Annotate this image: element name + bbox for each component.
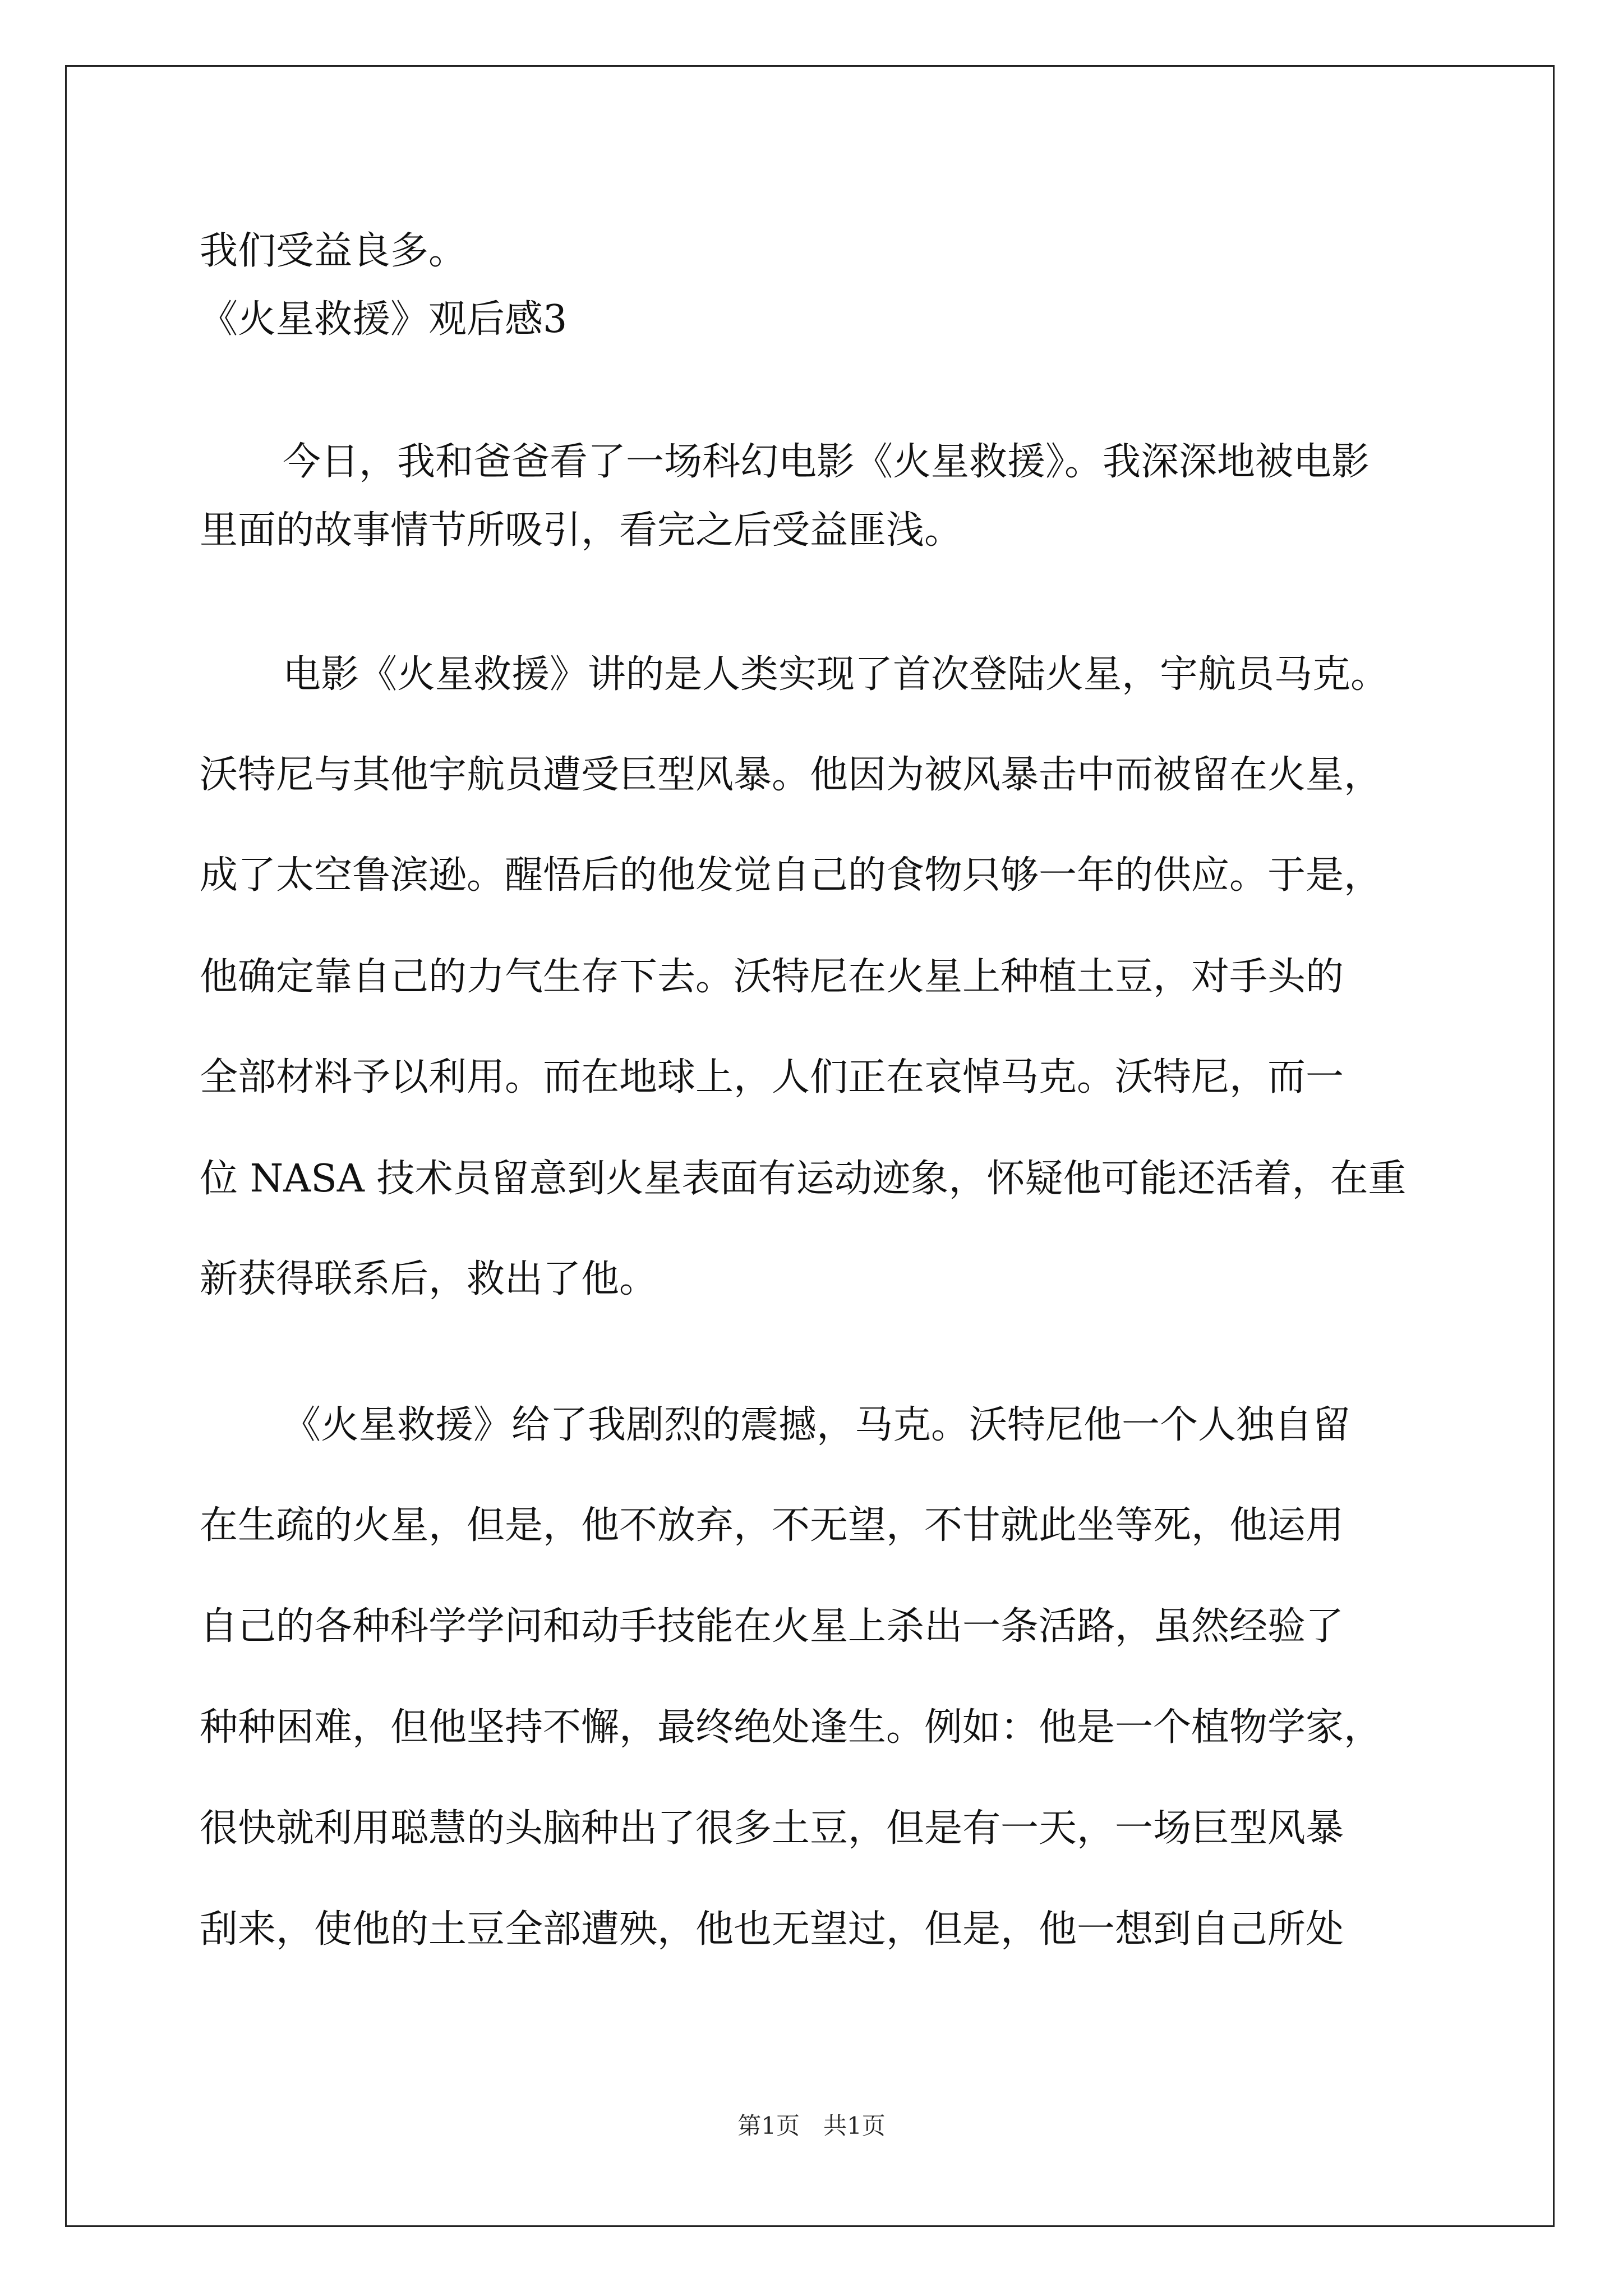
text-line: 种种困难，但他坚持不懈，最终绝处逢生。例如：他是一个植物学家， <box>200 1705 1382 1750</box>
text-line: 全部材料予以利用。而在地球上，人们正在哀悼马克。沃特尼，而一 <box>200 1055 1344 1099</box>
text-line: 沃特尼与其他宇航员遭受巨型风暴。他因为被风暴击中而被留在火星， <box>200 753 1382 797</box>
text-line: 新获得联系后，救出了他。 <box>200 1257 658 1301</box>
text-line: 刮来，使他的土豆全部遭殃，他也无望过，但是，他一想到自己所处 <box>200 1907 1344 1952</box>
text-line: 今日，我和爸爸看了一场科幻电影《火星救援》。我深深地被电影 <box>283 440 1370 484</box>
text-line: 里面的故事情节所吸引，看完之后受益匪浅。 <box>200 508 963 553</box>
section-heading: 《火星救援》观后感3 <box>200 297 568 342</box>
text-line: 电影《火星救援》讲的是人类实现了首次登陆火星，宇航员马克。 <box>283 652 1389 697</box>
text-line: 很快就利用聪慧的头脑种出了很多土豆，但是有一天，一场巨型风暴 <box>200 1806 1344 1851</box>
page-number-footer: 第1页 共1页 <box>737 2112 886 2139</box>
text-line: 在生疏的火星，但是，他不放弃，不无望，不甘就此坐等死，他运用 <box>200 1503 1344 1548</box>
page-frame <box>65 65 1555 2227</box>
text-line: 我们受益良多。 <box>200 229 467 273</box>
text-line: 成了太空鲁滨逊。醒悟后的他发觉自己的食物只够一年的供应。于是， <box>200 853 1382 898</box>
text-line: 他确定靠自己的力气生存下去。沃特尼在火星上种植土豆，对手头的 <box>200 955 1344 999</box>
text-line: 自己的各种科学学问和动手技能在火星上杀出一条活路，虽然经验了 <box>200 1604 1344 1649</box>
text-line: 位 NASA 技术员留意到火星表面有运动迹象，怀疑他可能还活着，在重 <box>200 1157 1407 1201</box>
text-line: 《火星救援》给了我剧烈的震撼，马克。沃特尼他一个人独自留 <box>283 1403 1351 1447</box>
